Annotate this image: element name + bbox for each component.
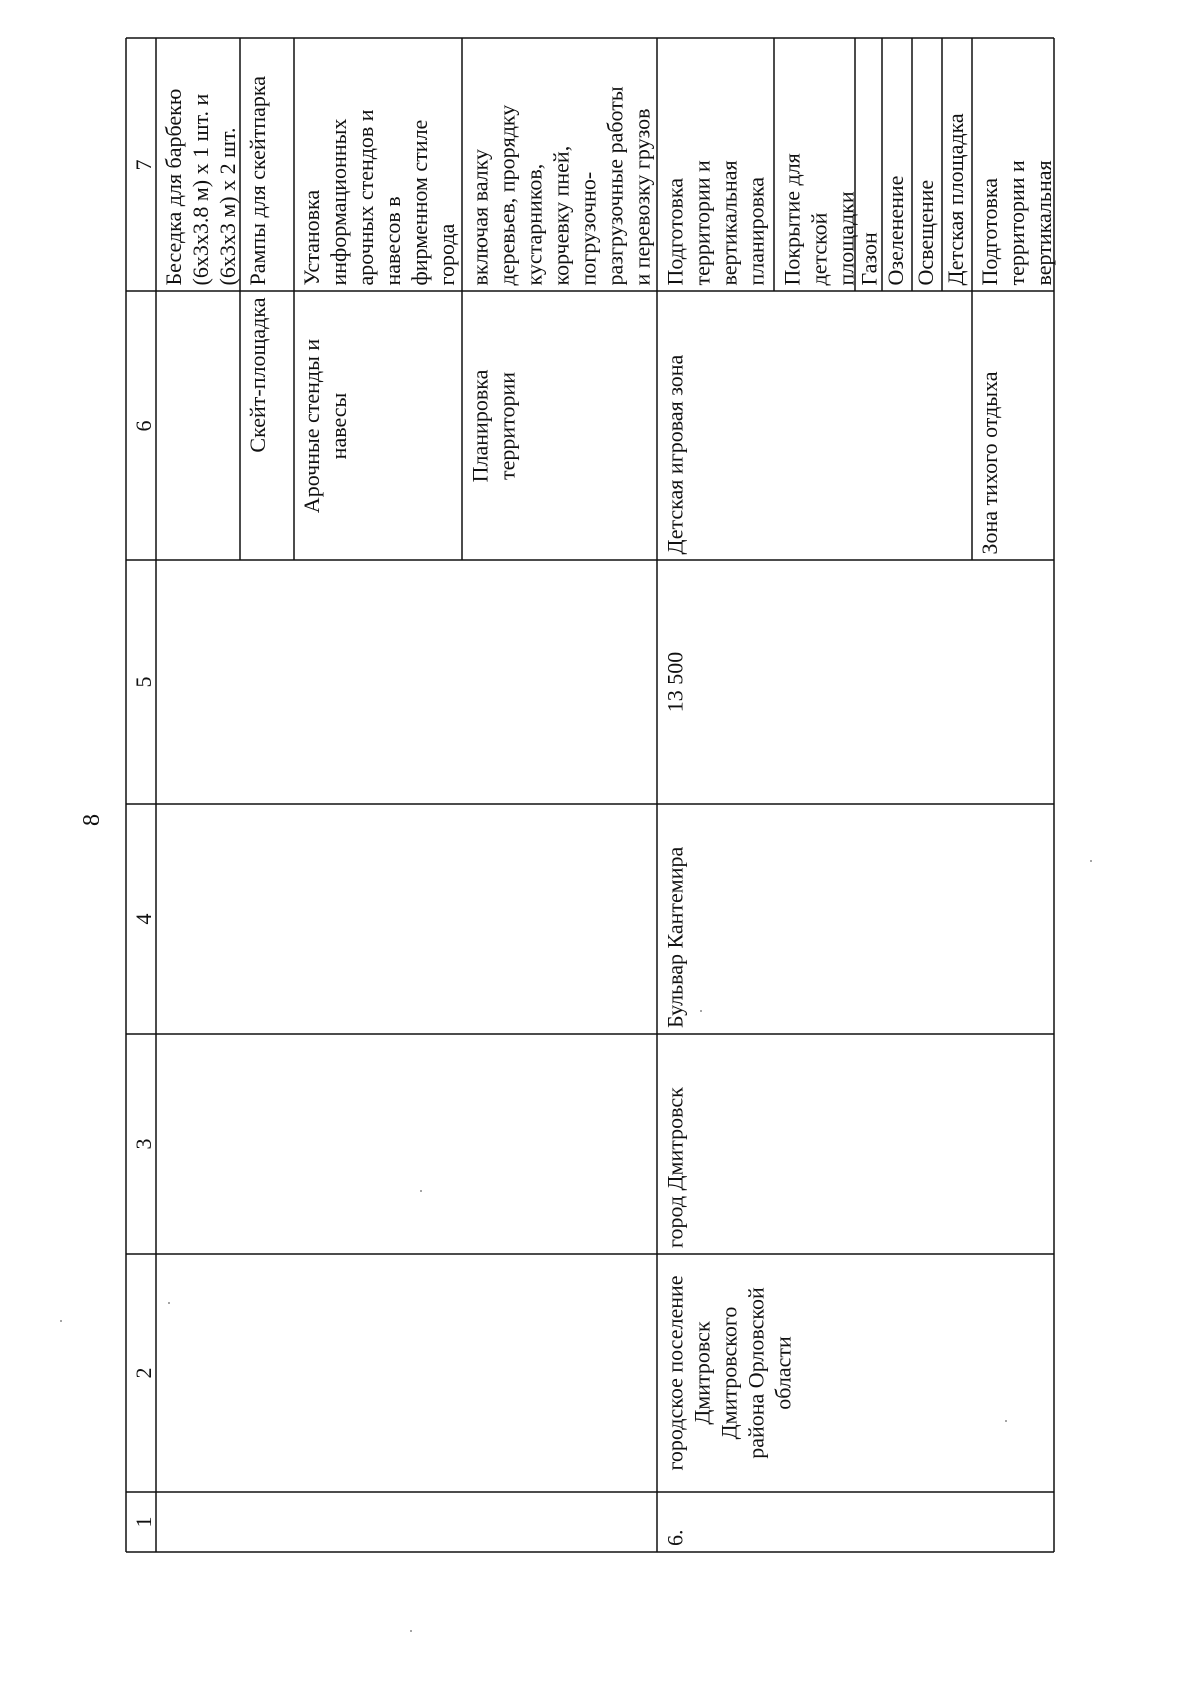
scan-speck <box>1090 860 1092 862</box>
work-prep-2: Подготовка территории и вертикальная <box>977 159 1056 285</box>
scan-speck <box>1005 1420 1007 1422</box>
locality-cell: город Дмитровск <box>662 1087 687 1248</box>
work-clearing: включая валку деревьев, прорядку кустарников, корчевку пней, погрузочно- разгрузочные работы и перевозку грузов <box>467 85 654 285</box>
header-col-4: 4 <box>131 913 156 925</box>
work-cover: Покрытие для детской площадки <box>779 152 858 285</box>
scan-speck <box>410 1630 412 1632</box>
scan-speck <box>168 1302 170 1304</box>
zone-skate: Скейт-площадка <box>245 297 270 453</box>
scan-speck <box>700 1010 702 1012</box>
municipality-cell: городское поселение Дмитровск Дмитровского района Орловской области <box>662 1275 795 1471</box>
work-prep-1: Подготовка территории и вертикальная планировка <box>662 159 768 285</box>
work-playground: Детская площадка <box>943 112 968 285</box>
page-number: 8 <box>78 814 105 826</box>
scan-speck <box>420 1190 422 1192</box>
work-greening: Озеленение <box>883 175 908 285</box>
header-col-5: 5 <box>131 676 156 688</box>
header-col-7: 7 <box>131 159 156 170</box>
header-col-3: 3 <box>131 1138 156 1150</box>
row-number: 6. <box>662 1529 687 1546</box>
area-cell: 13 500 <box>662 651 687 713</box>
work-bbq: Беседка для барбекю (6х3х3.8 м) х 1 шт. и (6х3х3 м) х 2 шт. <box>161 88 240 285</box>
work-ramps: Рампы для скейтпарка <box>245 75 270 285</box>
work-lawn: Газон <box>856 231 881 285</box>
zone-quiet: Зона тихого отдыха <box>977 370 1002 554</box>
header-col-6: 6 <box>131 420 156 431</box>
object-cell: Бульвар Кантемира <box>662 846 687 1028</box>
work-lighting: Освещение <box>913 179 938 285</box>
scan-speck <box>60 1320 62 1322</box>
zone-arches: Арочные стенды и навесы <box>299 338 351 513</box>
work-stands: Установка информационных арочных стендов и навесов в фирменном стиле города <box>299 108 459 285</box>
zone-planning: Планировка территории <box>467 369 519 482</box>
header-col-2: 2 <box>131 1367 156 1379</box>
header-col-1: 1 <box>131 1516 156 1528</box>
zone-children: Детская игровая зона <box>662 354 687 554</box>
